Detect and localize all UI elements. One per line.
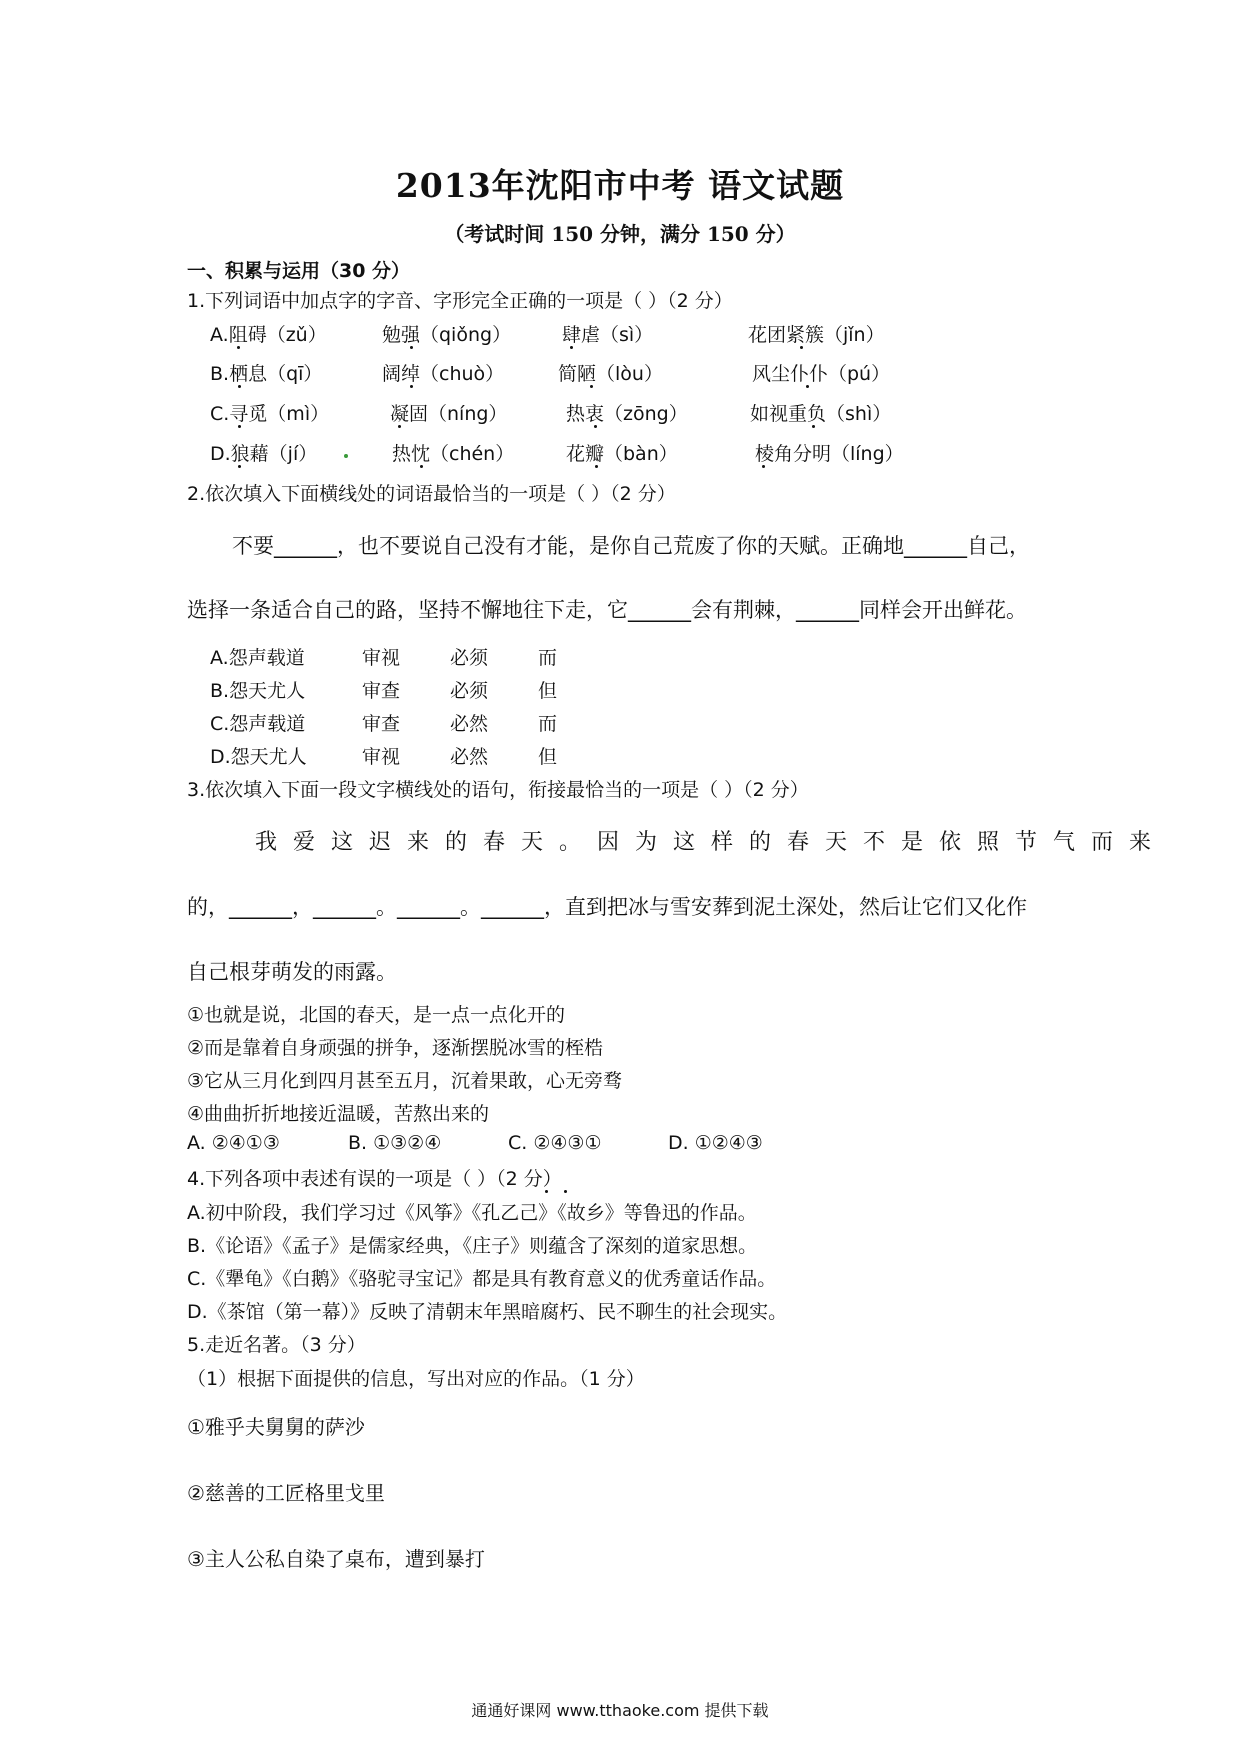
q3-choice-b: B. ①③②④ [348,1132,442,1154]
emphasis-dot [595,465,598,468]
q3-sentence: ②而是靠着自身顽强的拼争，逐渐摆脱冰雪的桎梏 [187,1037,604,1059]
q2-option-a-2: 审视 [362,647,401,669]
q1-option-c-3: 热衷（zōng） [566,403,688,425]
q3-sentence: ③它从三月化到四月甚至五月，沉着果敢，心无旁骛 [187,1070,623,1092]
q2-option-d-4: 但 [538,746,558,768]
q2-option-a-4: 而 [538,647,558,669]
q2-option-c-3: 必然 [450,713,489,735]
q4-option-b: B.《论语》《孟子》是儒家经典，《庄子》则蕴含了深刻的道家思想。 [187,1235,758,1257]
q1-option-a-2: 勉强（qiǒng） [382,324,512,346]
q2-option-c-4: 而 [538,713,558,735]
question-5-stem: 5.走近名著。（3 分） [187,1334,366,1356]
q2-option-b-4: 但 [538,680,558,702]
q1-option-d-4: 棱角分明（líng） [755,443,904,465]
q1-option-a-4: 花团紧簇（jǐn） [748,324,885,346]
q1-option-c-4: 如视重负（shì） [750,403,892,425]
q1-option-c-1: C.寻觅（mì） [210,403,330,425]
emphasis-dot [238,465,241,468]
emphasis-dot [238,425,241,428]
page-title: 2013年沈阳市中考 语文试题 [395,166,845,205]
q3-choice-c: C. ②④③① [508,1132,602,1154]
q1-option-b-3: 简陋（lòu） [558,363,663,385]
q4-option-c: C.《犟龟》《白鹅》《骆驼寻宝记》都是具有教育意义的优秀童话作品。 [187,1268,777,1290]
q3-passage-line-1: 我爱这迟来的春天。因为这样的春天不是依照节气而来 [255,830,1168,855]
q4-option-a: A.初中阶段，我们学习过《风筝》《孔乙己》《故乡》等鲁迅的作品。 [187,1202,757,1224]
q3-choice-a: A. ②④①③ [187,1132,280,1154]
q5-item: ②慈善的工匠格里戈里 [187,1481,385,1505]
emphasis-dot [545,1190,548,1193]
q1-option-c-2: 凝固（níng） [390,403,508,425]
q2-passage-line-1: 不要______，也不要说自己没有才能，是你自己荒废了你的天赋。正确地______自己， [232,534,1030,558]
q1-option-d-2: 热忱（chén） [392,443,515,465]
q2-option-a-3: 必须 [450,647,489,669]
q3-passage-line-3: 自己根芽萌发的雨露。 [187,960,397,984]
emphasis-dot [238,385,241,388]
emphasis-dot [806,385,809,388]
q2-option-d-2: 审视 [362,746,401,768]
q1-option-b-2: 阔绰（chuò） [382,363,505,385]
q2-option-d-3: 必然 [450,746,489,768]
q2-option-a-1: A.怨声载道 [210,647,305,669]
question-4-stem: 4.下列各项中表述有误的一项是（ ）（2 分） [187,1168,562,1190]
emphasis-dot [800,346,803,349]
q1-option-b-4: 风尘仆仆（pú） [752,363,891,385]
emphasis-dot [570,346,573,349]
emphasis-dot [590,385,593,388]
section-heading: 一、积累与运用（30 分） [187,260,411,282]
q1-option-a-1: A.阻碍（zǔ） [210,324,327,346]
q2-option-b-2: 审查 [362,680,401,702]
emphasis-dot [762,465,765,468]
q2-option-b-3: 必须 [450,680,489,702]
q5-item: ③主人公私自染了桌布，遭到暴打 [187,1547,485,1571]
emphasis-dot [410,385,413,388]
emphasis-dot [420,465,423,468]
footer-credit: 通通好课网 www.tthaoke.com 提供下载 [471,1701,769,1720]
emphasis-dot [237,346,240,349]
q1-option-d-3: 花瓣（bàn） [566,443,678,465]
q2-option-c-2: 审查 [362,713,401,735]
q2-passage-line-2: 选择一条适合自己的路，坚持不懈地往下走，它______会有荆棘，______同样会开出鲜花。 [187,598,1027,622]
q2-option-d-1: D.怨天尤人 [210,746,307,768]
question-2-stem: 2.依次填入下面横线处的词语最恰当的一项是（ ）（2 分） [187,483,676,505]
question-3-stem: 3.依次填入下面一段文字横线处的语句，衔接最恰当的一项是（ ）（2 分） [187,779,809,801]
q5-subquestion-1: （1）根据下面提供的信息，写出对应的作品。（1 分） [187,1368,645,1390]
emphasis-dot [594,425,597,428]
q1-option-d-1: D.狼藉（jí） [210,443,318,465]
q4-option-d: D.《茶馆（第一幕）》反映了清朝末年黑暗腐朽、民不聊生的社会现实。 [187,1301,788,1323]
q3-sentence: ④曲曲折折地接近温暖，苦熬出来的 [187,1103,490,1125]
q3-passage-line-2: 的，______，______。______。______，直到把冰与雪安葬到泥土深处，然后让它们又化作 [187,895,1027,919]
q1-option-a-3: 肆虐（sì） [562,324,654,346]
question-1-stem: 1.下列词语中加点字的字音、字形完全正确的一项是（ ）（2 分） [187,290,733,312]
exam-info: （考试时间 150 分钟，满分 150 分） [444,222,796,246]
q5-item: ①雅乎夫舅舅的萨沙 [187,1415,365,1439]
emphasis-dot [410,346,413,349]
stray-mark [344,454,348,458]
q2-option-b-1: B.怨天尤人 [210,680,306,702]
emphasis-dot [398,425,401,428]
emphasis-dot [812,425,815,428]
q3-choice-d: D. ①②④③ [668,1132,763,1154]
q3-sentence: ①也就是说，北国的春天，是一点一点化开的 [187,1004,566,1026]
q2-option-c-1: C.怨声载道 [210,713,306,735]
q1-option-b-1: B.栖息（qī） [210,363,323,385]
emphasis-dot [564,1190,567,1193]
